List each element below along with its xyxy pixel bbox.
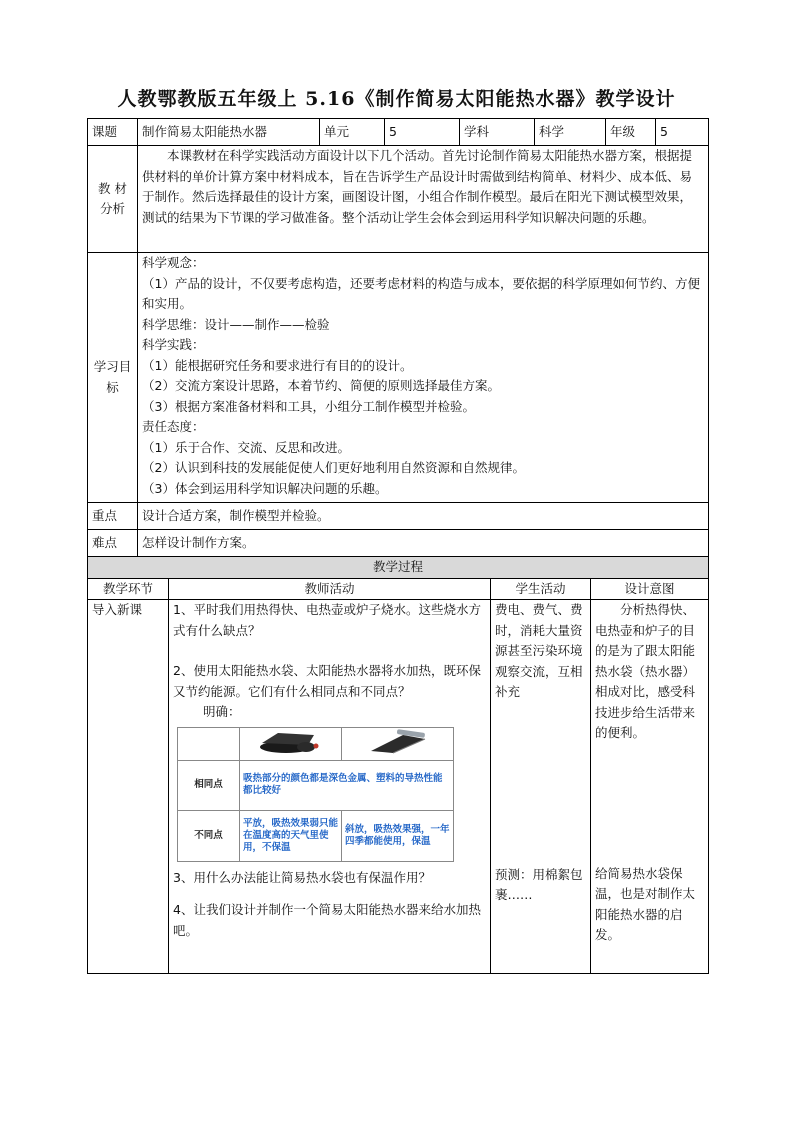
student-answer-2: 观察交流，互相补充 xyxy=(495,663,583,699)
difficulty-label: 难点 xyxy=(88,530,138,557)
unit-label: 单元 xyxy=(320,119,385,146)
column-student: 学生活动 xyxy=(491,578,591,600)
process-header: 教学过程 xyxy=(88,557,709,579)
goals-line: 科学观念： xyxy=(142,255,205,270)
same-label: 相同点 xyxy=(178,760,240,810)
diff-label: 不同点 xyxy=(178,811,240,861)
topic-value: 制作简易太阳能热水器 xyxy=(138,119,320,146)
goals-line: 责任态度： xyxy=(142,419,205,434)
goals-label: 学习目标 xyxy=(88,253,138,503)
goals-line: （3）根据方案准备材料和工具，小组分工制作模型并检验。 xyxy=(142,398,475,414)
solar-bag-image xyxy=(240,727,342,760)
teacher-question-3: 3、用什么办法能让简易热水袋也有保温作用？ xyxy=(173,869,431,885)
goals-text xyxy=(138,253,709,503)
intent-2: 给简易热水袋保温，也是对制作太阳能热水器的启发。 xyxy=(595,865,696,942)
column-teacher: 教师活动 xyxy=(169,578,491,600)
grade-label: 年级 xyxy=(606,119,656,146)
design-intent-cell xyxy=(591,600,709,974)
teacher-question-4: 4、让我们设计并制作一个简易太阳能热水器来给水加热吧。 xyxy=(173,902,481,938)
clarify-label: 明确： xyxy=(203,704,241,719)
solar-heater-image xyxy=(342,727,454,760)
analysis-paragraph: 本课教材在科学实践活动方面设计以下几个活动。首先讨论制作简易太阳能热水器方案，根据提供材料的单价计算方案中材料成本，旨在告诉学生产品设计时需做到结构简单、材料少、成本低、易于制作。然后选择最佳的设计方案，画图设计图，小组合作制作模型。最后在阳光下测试模型效果，测试的结果为下节课的学习做准备。整个活动让学生会体会到运用科学知识解决问题的乐趣。 xyxy=(142,148,693,225)
student-answer-3: 预测：用棉絮包裹…… xyxy=(495,866,583,902)
column-stage: 教学环节 xyxy=(88,578,169,600)
same-text: 吸热部分的颜色都是深色金属、塑料的导热性能都比较好 xyxy=(240,760,454,810)
student-answer-1: 费电、费气、费时，消耗大量资源甚至污染环境 xyxy=(495,602,583,658)
student-activity-cell xyxy=(491,600,591,974)
column-intent: 设计意图 xyxy=(591,578,709,600)
goals-line: （1）乐于合作、交流、反思和改进。 xyxy=(142,439,350,455)
comparison-corner xyxy=(178,727,240,760)
goals-line: （1）产品的设计，不仅要考虑构造，还要考虑材料的构造与成本，要依据的科学原理如何节约、方便和实用。 xyxy=(142,275,700,311)
stage-cell: 导入新课 xyxy=(88,600,169,974)
analysis-text xyxy=(138,146,709,253)
diff-heater-text: 斜放，吸热效果强，一年四季都能使用，保温 xyxy=(342,811,454,861)
diff-bag-text: 平放，吸热效果弱只能在温度高的天气里使用，不保温 xyxy=(240,811,342,861)
document-title: 人教鄂教版五年级上 5.16《制作简易太阳能热水器》教学设计 xyxy=(117,88,676,110)
goals-line: 科学实践： xyxy=(142,337,205,352)
unit-value: 5 xyxy=(385,119,460,146)
topic-label: 课题 xyxy=(88,119,138,146)
teaching-process-table xyxy=(87,556,709,974)
goals-line: （1）能根据研究任务和要求进行有目的的设计。 xyxy=(142,357,413,373)
teacher-question-1: 1、平时我们用热得快、电热壶或炉子烧水。这些烧水方式有什么缺点？ xyxy=(173,602,481,638)
difficulty-text: 怎样设计制作方案。 xyxy=(138,530,709,557)
key-label: 重点 xyxy=(88,503,138,530)
solar-water-heater-icon xyxy=(363,729,433,755)
teacher-activity-cell xyxy=(169,600,491,974)
teacher-question-2: 2、使用太阳能热水袋、太阳能热水器将水加热，既环保又节约能源。它们有什么相同点和不同点？ xyxy=(173,663,481,699)
solar-water-bag-icon xyxy=(256,729,326,755)
goals-line: （2）交流方案设计思路，本着节约、简便的原则选择最佳方案。 xyxy=(142,378,500,393)
lesson-info-table xyxy=(87,118,709,557)
grade-value: 5 xyxy=(656,119,709,146)
intent-1: 分析热得快、电热壶和炉子的目的是为了跟太阳能热水袋（热水器）相成对比，感受科技进步给生活带来的便利。 xyxy=(595,602,696,740)
comparison-table xyxy=(177,727,454,862)
goals-line: （2）认识到科技的发展能促使人们更好地利用自然资源和自然规律。 xyxy=(142,460,525,475)
key-text: 设计合适方案，制作模型并检验。 xyxy=(138,503,709,530)
subject-value: 科学 xyxy=(535,119,606,146)
goals-line: （3）体会到运用科学知识解决问题的乐趣。 xyxy=(142,480,388,496)
subject-label: 学科 xyxy=(460,119,535,146)
analysis-label: 教 材 分析 xyxy=(88,146,138,253)
goals-line: 科学思维：设计——制作——检验 xyxy=(142,316,330,332)
